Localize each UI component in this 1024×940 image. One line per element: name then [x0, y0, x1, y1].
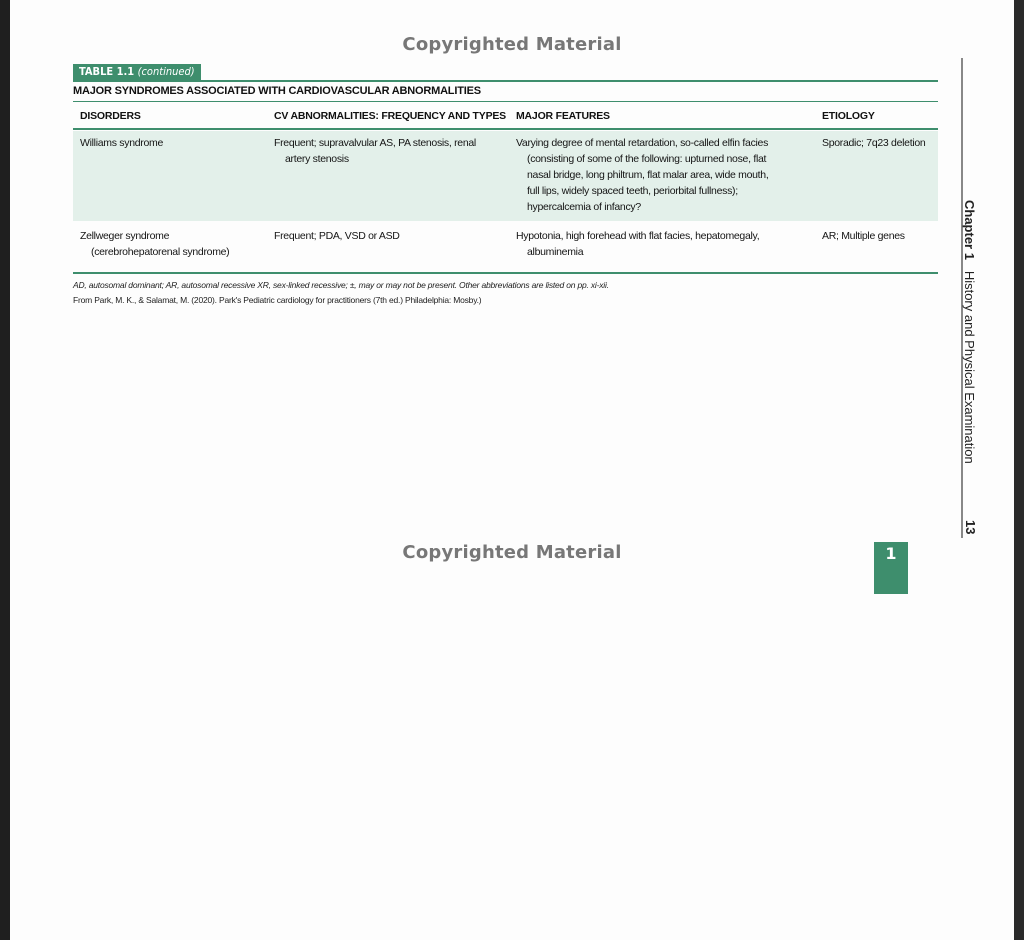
page-number: 13: [963, 520, 978, 535]
chapter-label: Chapter 1: [962, 200, 977, 260]
cell-line: full lips, widely spaced teeth, periorbital fullness);: [527, 185, 738, 197]
table-top-rule: [73, 80, 938, 82]
table-row-2-cv: [274, 228, 400, 244]
cell-line: nasal bridge, long philtrum, flat malar area, wide mouth,: [527, 169, 769, 181]
table-tag: [73, 64, 201, 80]
table-row-2-features: [516, 228, 816, 260]
table-row-2-etiology: [822, 228, 905, 244]
copyright-header: Copyrighted Material: [402, 34, 622, 55]
cell-line: Frequent; PDA, VSD or ASD: [274, 230, 400, 242]
table-row-2-disorder: [80, 228, 229, 260]
chapter-title: History and Physical Examination: [962, 270, 977, 464]
cell-line: Zellweger syndrome: [80, 230, 170, 242]
table-row-1-features: [516, 135, 816, 215]
viewer-edge: [1014, 0, 1024, 940]
header-rule: [73, 128, 938, 130]
col-head-disorders: DISORDERS: [80, 110, 141, 122]
col-head-etiology: ETIOLOGY: [822, 110, 875, 122]
cell-line: Sporadic; 7q23 deletion: [822, 137, 926, 149]
cell-line: (consisting of some of the following: upturned nose, flat: [527, 153, 767, 165]
footnote-abbrev-text: AD, autosomal dominant; AR, autosomal recessive XR, sex-linked recessive; ±, may or may not be present. Other abbreviations are listed on pp. xi-xii.: [73, 280, 609, 290]
footnote-source: From Park, M. K., & Salamat, M. (2020). Park's Pediatric cardiology for practitioners (7th ed.) Philadelphia: Mosby.): [73, 295, 482, 305]
table-bottom-rule: [73, 272, 938, 274]
cell-line: (cerebrohepatorenal syndrome): [91, 246, 230, 258]
table-row-1-etiology: [822, 135, 925, 151]
table-tag-note: (continued): [137, 65, 195, 78]
table-row-1-cv: [274, 135, 504, 167]
cell-line: Frequent; supravalvular AS, PA stenosis, renal: [274, 137, 476, 149]
table-title: MAJOR SYNDROMES ASSOCIATED WITH CARDIOVASCULAR ABNORMALITIES: [73, 85, 481, 97]
chapter-running-head: [962, 200, 977, 464]
col-head-features: MAJOR FEATURES: [516, 110, 610, 122]
cell-line: hypercalcemia of infancy?: [527, 201, 641, 213]
copyright-footer: Copyrighted Material: [402, 542, 622, 563]
cell-line: Hypotonia, high forehead with flat facies, hepatomegaly,: [516, 230, 760, 242]
cell-line: AR; Multiple genes: [822, 230, 905, 242]
title-rule: [73, 101, 938, 102]
table-tag-label: TABLE 1.1: [79, 65, 135, 78]
cell-line: Williams syndrome: [80, 137, 163, 149]
footnote-abbreviations: [73, 280, 609, 290]
cell-line: albuminemia: [527, 246, 584, 258]
col-head-cv: CV ABNORMALITIES: FREQUENCY AND TYPES: [274, 110, 506, 122]
cell-line: Varying degree of mental retardation, so-called elfin facies: [516, 137, 769, 149]
table-row-1-disorder: [80, 135, 163, 151]
chapter-tab: 1: [874, 542, 908, 594]
cell-line: artery stenosis: [285, 153, 349, 165]
